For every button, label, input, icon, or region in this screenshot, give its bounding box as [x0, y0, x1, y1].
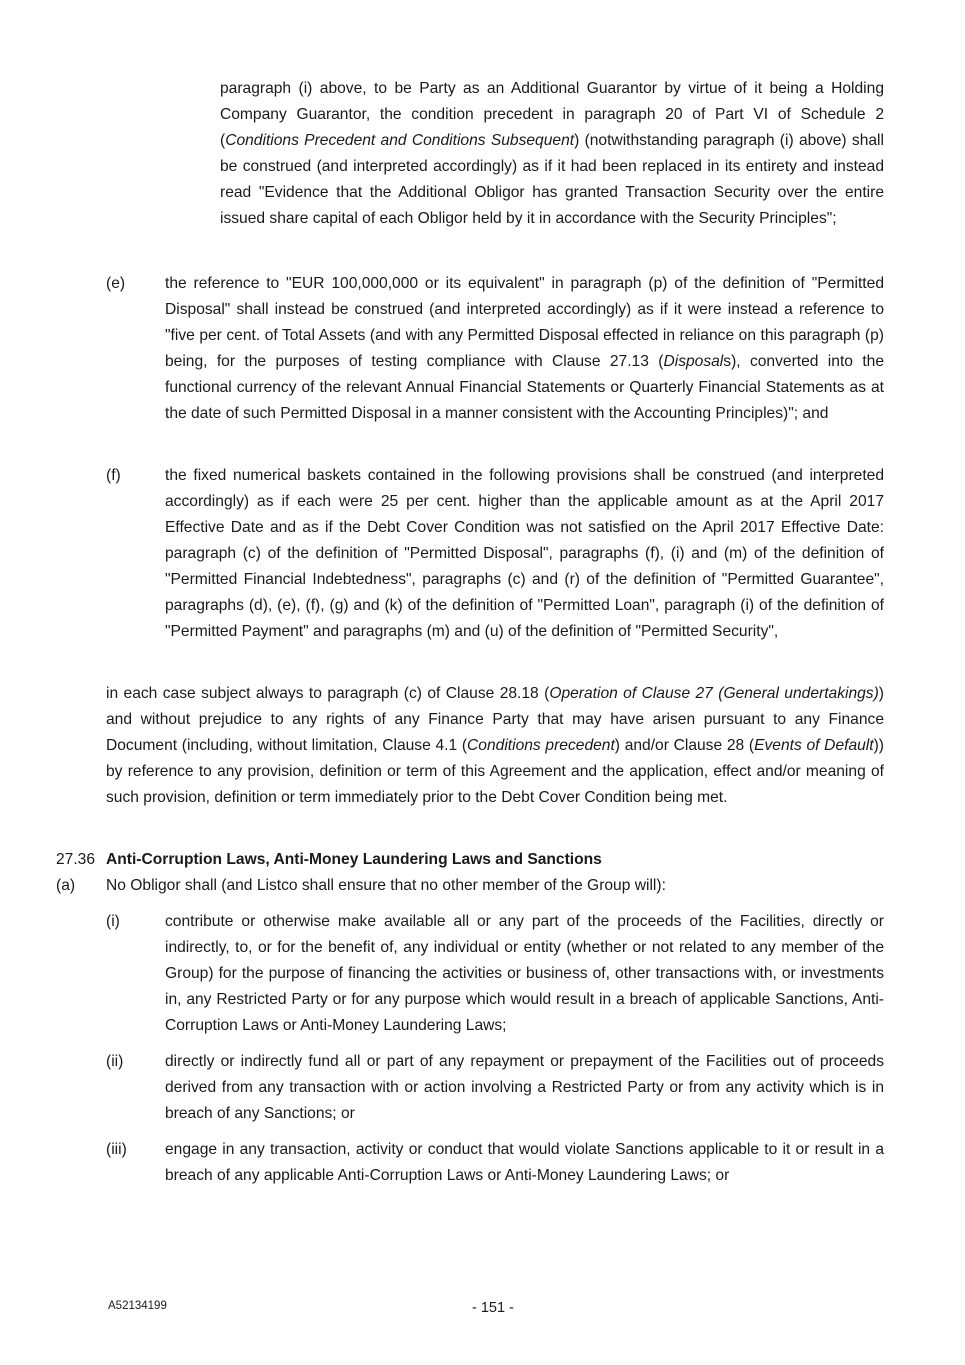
italic-reference: Operation of Clause 27 (General undertakings) [549, 685, 879, 702]
text-run: contribute or otherwise make available all or any part of the proceeds of the Facilities, directly or indirectly, to, or for the benefit of, any individual or entity (whether or not related to any member of the Group) for the purpose of financing the activities or business of, other transactions with, or investments in, any Restricted Party or for any purpose which would result in a breach of applicable Sanctions, Anti-Corruption Laws or Anti-Money Laundering Laws; [165, 913, 884, 1034]
text-run: ) and/or Clause 28 ( [614, 737, 755, 754]
continuation-paragraph [220, 76, 884, 232]
item-e-label: (e) [106, 275, 126, 292]
text-run: No Obligor shall (and Listco shall ensure that no other member of the Group will): [106, 877, 666, 894]
sub-item-i-label: (i) [106, 913, 120, 930]
text-run: paragraph (i) above, to be Party as an Additional Guarantor by virtue of it being a Holding Company Guarantor, the condition precedent in paragraph 20 of Part VI of Schedule 2 ( [220, 80, 884, 149]
section-number: 27.36 [56, 851, 96, 868]
item-a-text [106, 873, 884, 899]
page-number: - 151 - [472, 1300, 514, 1316]
italic-reference: Conditions Precedent and Conditions Subsequent [225, 132, 575, 149]
text-run: s), converted into the functional currency of the relevant Annual Financial Statements or Quarterly Financial Statements as at the date of such Permitted Disposal in a manner consistent with the Accounting Principles)"; and [165, 353, 884, 422]
item-f-label: (f) [106, 467, 121, 484]
italic-reference: Conditions precedent [467, 737, 615, 754]
section-title: Anti-Corruption Laws, Anti-Money Laundering Laws and Sanctions [106, 851, 602, 868]
sub-item-i-text [165, 909, 884, 1039]
sub-item-iii-text [165, 1137, 884, 1189]
closing-paragraph [106, 681, 884, 811]
text-run: )) by reference to any provision, definition or term of this Agreement and the application, effect and/or meaning of such provision, definition or term immediately prior to the Debt Cover Condition being met. [106, 737, 884, 806]
text-run: ) and without prejudice to any rights of any Finance Party that may have arisen pursuant to any Finance Document (including, without limitation, Clause 4.1 ( [106, 685, 884, 754]
italic-reference: Disposal [663, 353, 724, 370]
italic-reference: Events of Default [754, 737, 874, 754]
document-reference: A52134199 [108, 1300, 167, 1312]
sub-item-ii-text [165, 1049, 884, 1127]
item-a-label: (a) [56, 877, 76, 894]
sub-item-iii-label: (iii) [106, 1141, 127, 1158]
text-run: the fixed numerical baskets contained in the following provisions shall be construed (and interpreted accordingly) as if each were 25 per cent. higher than the applicable amount as at the April 2017 Effective Date and as if the Debt Cover Condition was not satisfied on the April 2017 Effective Date: paragraph (c) of the definition of "Permitted Disposal", paragraphs (f), (i) and (m) of the definition of "Permitted Financial Indebtedness", paragraphs (c) and (r) of the definition of "Permitted Guarantee", paragraphs (d), (e), (f), (g) and (k) of the definition of "Permitted Loan", paragraph (i) of the definition of "Permitted Payment" and paragraphs (m) and (u) of the definition of "Permitted Security", [165, 467, 884, 640]
text-run: in each case subject always to paragraph (c) of Clause 28.18 ( [106, 685, 550, 702]
item-e-text [165, 271, 884, 427]
item-f-text [165, 463, 884, 645]
sub-item-ii-label: (ii) [106, 1053, 124, 1070]
text-run: the reference to "EUR 100,000,000 or its equivalent" in paragraph (p) of the definition of "Permitted Disposal" shall instead be construed (and interpreted accordingly) as if it were instead a reference to "five per cent. of Total Assets (and with any Permitted Disposal effected in reliance on this paragraph (p) being, for the purposes of testing compliance with Clause 27.13 ( [165, 275, 884, 370]
text-run: ) (notwithstanding paragraph (i) above) shall be construed (and interpreted accordingly) as if it had been replaced in its entirety and instead read "Evidence that the Additional Obligor has granted Transaction Security over the entire issued share capital of each Obligor held by it in accordance with the Security Principles"; [220, 132, 884, 227]
text-run: engage in any transaction, activity or conduct that would violate Sanctions applicable to it or result in a breach of any applicable Anti-Corruption Laws or Anti-Money Laundering Laws; or [165, 1141, 884, 1184]
text-run: directly or indirectly fund all or part of any repayment or prepayment of the Facilities out of proceeds derived from any transaction with or action involving a Restricted Party or from any activity which is in breach of any Sanctions; or [165, 1053, 884, 1122]
